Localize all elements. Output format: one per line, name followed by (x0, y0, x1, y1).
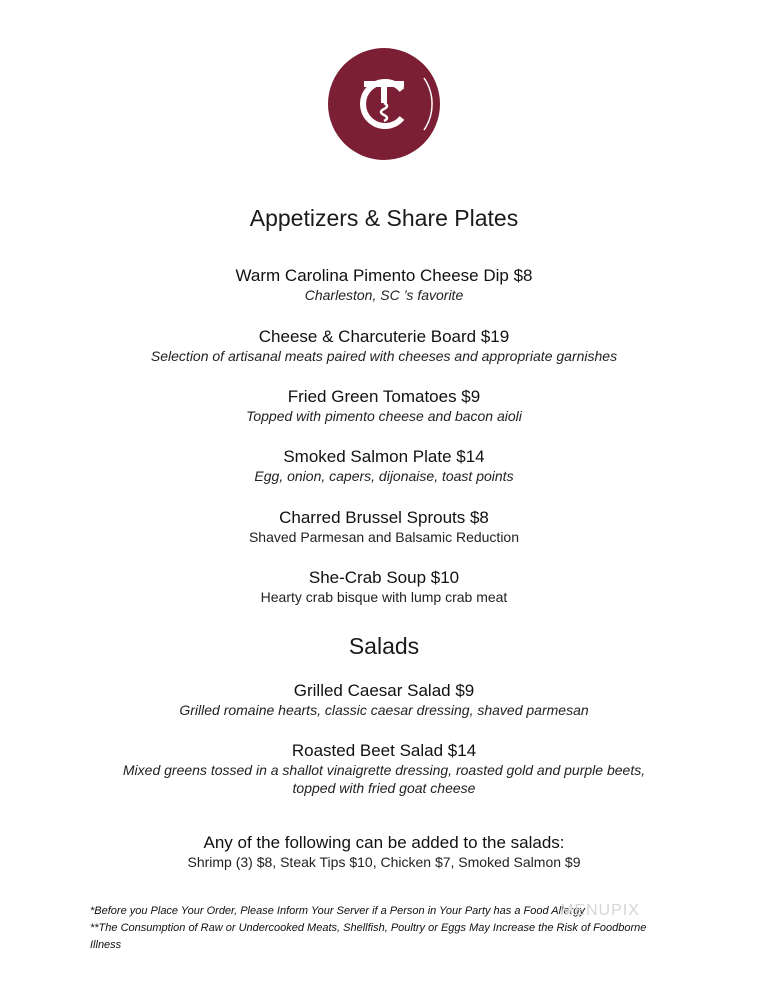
appetizers-section-title: Appetizers & Share Plates (249, 205, 519, 231)
menu-item (0, 741, 768, 797)
menu-item-description-line2: topped with fried goat cheese (292, 780, 476, 796)
menu-item-description: Selection of artisanal meats paired with cheeses and appropriate garnishes (150, 348, 618, 364)
menu-item-description: Mixed greens tossed in a shallot vinaigrette dressing, roasted gold and purple beets, (122, 762, 646, 778)
menu-item (0, 327, 768, 365)
allergy-notice: *Before you Place Your Order, Please Inform Your Server if a Person in Your Party has a Food Allergy (90, 905, 585, 917)
tc-corkscrew-monogram-icon (328, 48, 440, 160)
menu-item (0, 266, 768, 304)
menu-item-name: Charred Brussel Sprouts $8 (279, 508, 489, 527)
menu-item (0, 387, 768, 425)
menu-item-name: She-Crab Soup $10 (308, 568, 460, 587)
menu-item (0, 568, 768, 606)
menu-item (0, 681, 768, 719)
menu-item-description: Shaved Parmesan and Balsamic Reduction (248, 529, 520, 545)
menu-item-description: Grilled romaine hearts, classic caesar dressing, shaved parmesan (179, 702, 589, 718)
consumption-warning-line2: Illness (90, 939, 122, 951)
menu-item-description: Topped with pimento cheese and bacon aioli (246, 408, 522, 424)
menu-item (0, 508, 768, 546)
menu-item-description: Egg, onion, capers, dijonaise, toast points (254, 468, 514, 484)
menu-item-name: Cheese & Charcuterie Board $19 (258, 327, 510, 346)
menu-item-name: Warm Carolina Pimento Cheese Dip $8 (235, 266, 533, 285)
restaurant-logo (328, 48, 440, 160)
menu-item-description: Charleston, SC ’s favorite (304, 287, 464, 303)
watermark: MENUPIX (560, 902, 640, 919)
menu-item-name: Grilled Caesar Salad $9 (293, 681, 475, 700)
consumption-warning: **The Consumption of Raw or Undercooked Meats, Shellfish, Poultry or Eggs May Increase the Risk of Foodborne (90, 922, 647, 934)
menu-item-name: Fried Green Tomatoes $9 (287, 387, 481, 406)
menu-item-name: Smoked Salmon Plate $14 (283, 447, 485, 466)
addons-heading: Any of the following can be added to the salads: (203, 833, 565, 852)
salad-addons (0, 833, 768, 871)
addons-list: Shrimp (3) $8, Steak Tips $10, Chicken $7, Smoked Salmon $9 (187, 854, 581, 870)
menu-item (0, 447, 768, 485)
menu-item-name: Roasted Beet Salad $14 (291, 741, 477, 760)
salads-section-title: Salads (348, 633, 420, 659)
menu-item-description: Hearty crab bisque with lump crab meat (260, 589, 508, 605)
